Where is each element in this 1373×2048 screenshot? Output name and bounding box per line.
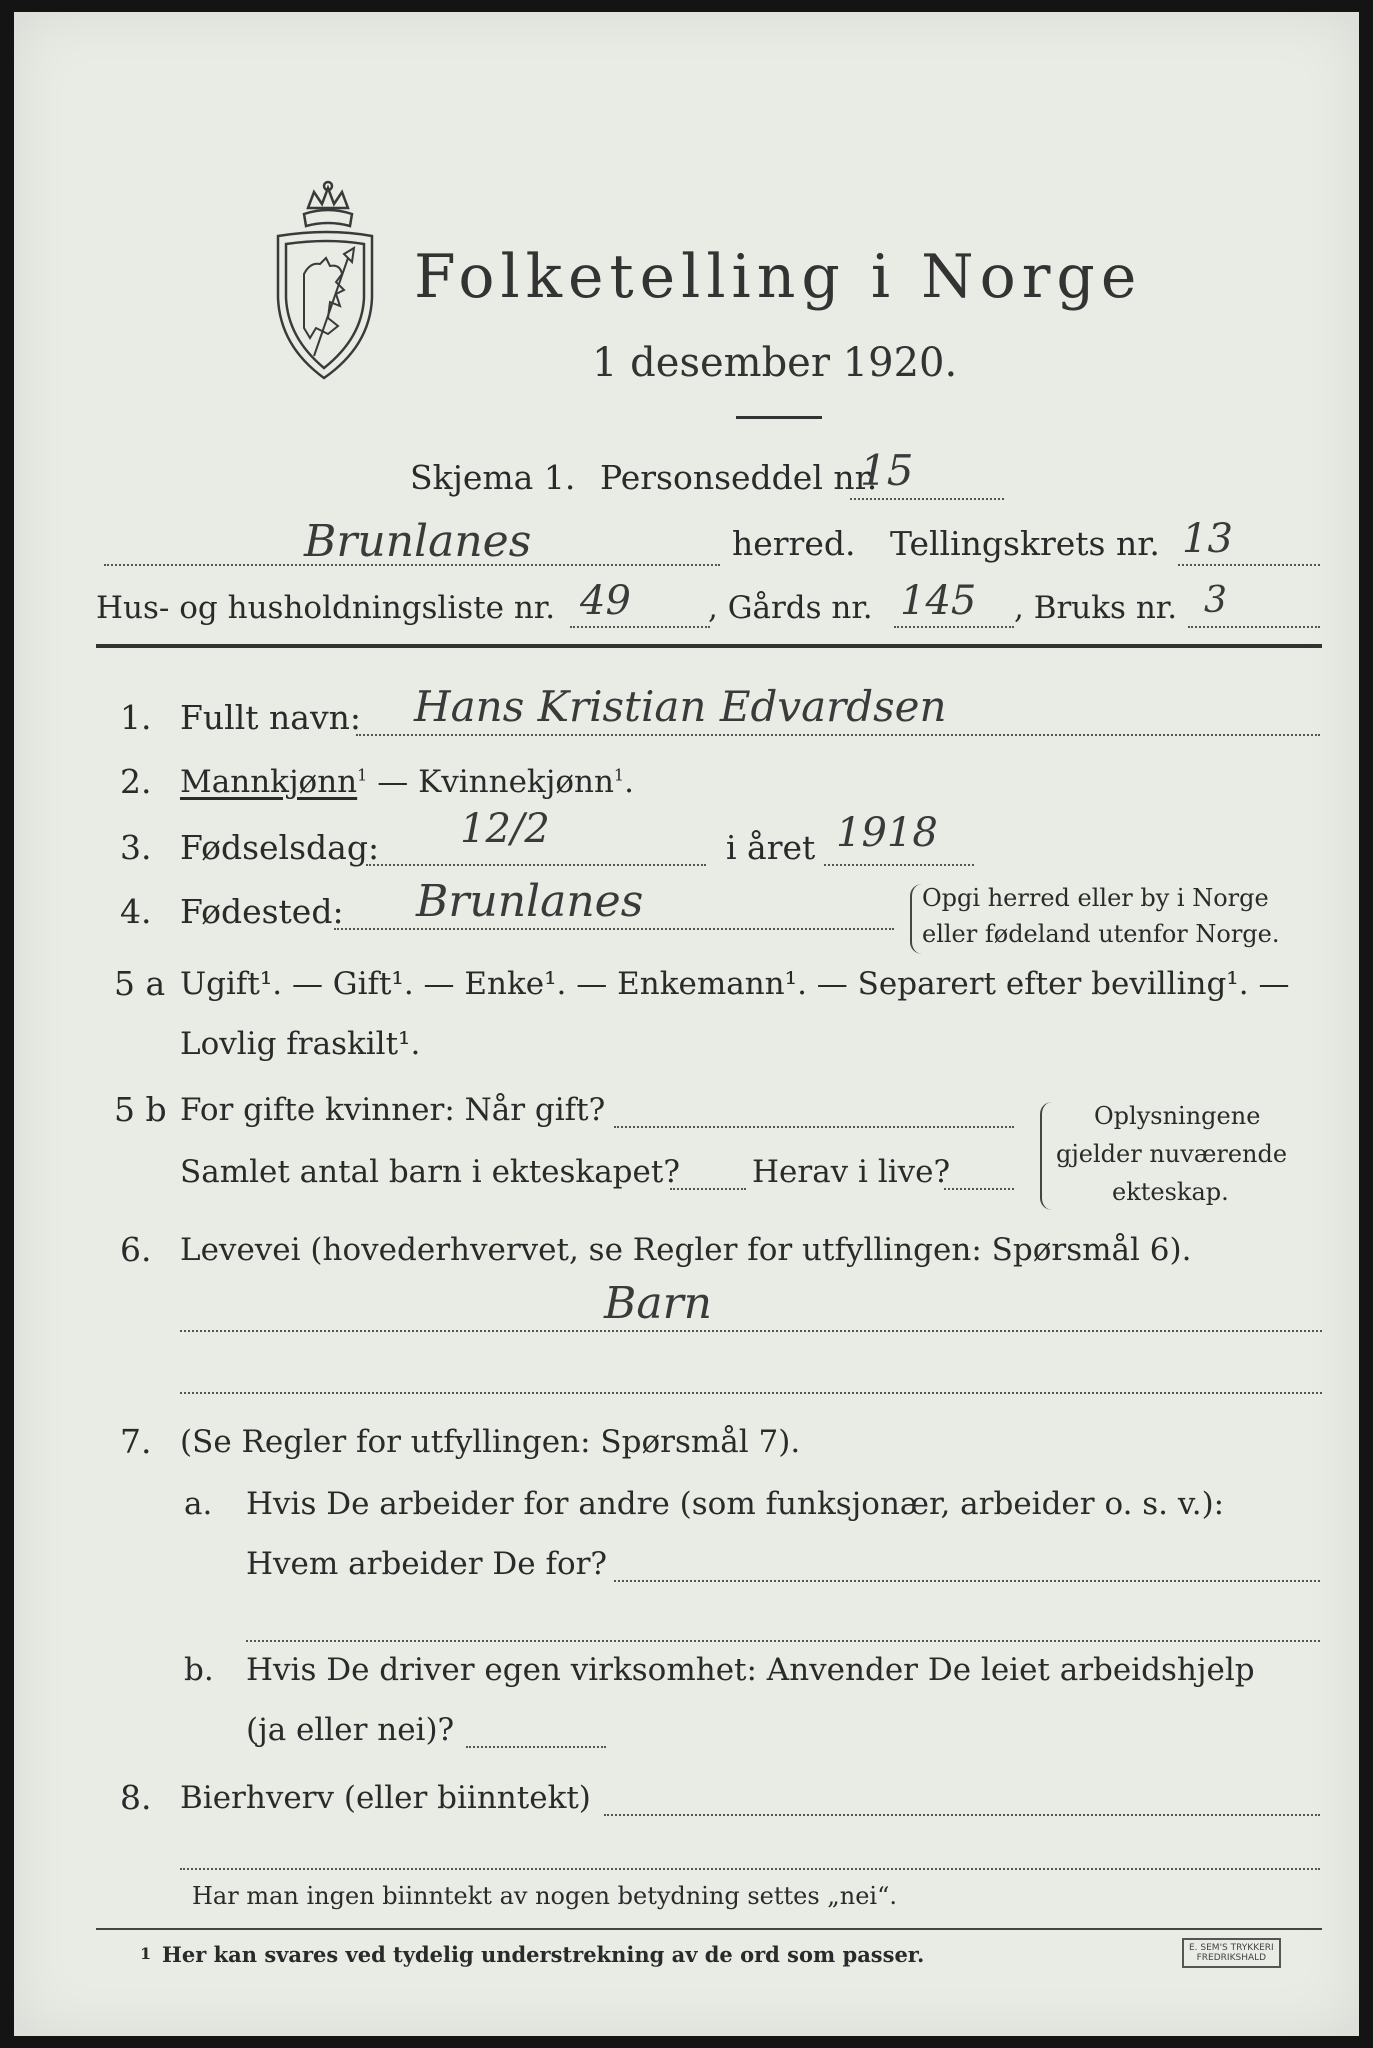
q5b-alive-line bbox=[944, 1188, 1014, 1190]
q6-line1 bbox=[180, 1330, 1322, 1332]
q7b-answer-line[interactable] bbox=[466, 1746, 606, 1748]
q1-number: 1. bbox=[120, 698, 152, 737]
q4-brace bbox=[910, 884, 922, 954]
tellingskrets-line bbox=[1178, 564, 1320, 566]
birth-year-value[interactable]: 1918 bbox=[836, 810, 938, 856]
norway-coat-of-arms-icon bbox=[264, 178, 384, 390]
q8-answer-line2[interactable] bbox=[180, 1868, 1320, 1870]
q2-number: 2. bbox=[120, 762, 152, 801]
q5b-married-line bbox=[614, 1126, 1014, 1128]
bruks-label: , Bruks nr. bbox=[1014, 590, 1178, 626]
q5b-alive-label: Herav i live? bbox=[752, 1154, 951, 1190]
q5b-children-label: Samlet antal barn i ekteskapet? bbox=[180, 1154, 680, 1190]
q5a-number: 5 a bbox=[114, 964, 166, 1003]
husliste-line bbox=[570, 626, 710, 628]
footnote-rule bbox=[96, 1928, 1322, 1930]
footnote-text: Her kan svares ved tydelig understrekning av de ord som passer. bbox=[162, 1942, 925, 1967]
q3-number: 3. bbox=[120, 828, 152, 867]
q3-line bbox=[366, 864, 706, 866]
census-date: 1 desember 1920. bbox=[592, 340, 958, 386]
q7b-line1: Hvis De driver egen virksomhet: Anvender De leiet arbeidshjelp bbox=[246, 1652, 1255, 1688]
personseddel-label: Personseddel nr. bbox=[600, 458, 878, 497]
q7a-answer-line1[interactable] bbox=[614, 1580, 1320, 1582]
q5b-note-line3: ekteskap. bbox=[1112, 1178, 1229, 1206]
q7b-line2: (ja eller nei)? bbox=[246, 1712, 455, 1748]
q5b-note-line1: Oplysningene bbox=[1094, 1102, 1261, 1130]
husliste-value[interactable]: 49 bbox=[580, 578, 631, 624]
herred-label: herred. bbox=[732, 524, 856, 563]
form-title: Folketelling i Norge bbox=[414, 242, 1143, 312]
tellingskrets-label: Tellingskrets nr. bbox=[890, 524, 1160, 563]
birthplace-value[interactable]: Brunlanes bbox=[416, 876, 644, 927]
q7b-letter: b. bbox=[184, 1652, 214, 1688]
husliste-label: Hus- og husholdningsliste nr. bbox=[96, 590, 556, 626]
gards-line bbox=[894, 626, 1014, 628]
personseddel-value[interactable]: 15 bbox=[860, 446, 914, 495]
q6-number: 6. bbox=[120, 1230, 152, 1269]
q6-line2 bbox=[180, 1392, 1322, 1394]
sex-end: . bbox=[624, 764, 634, 800]
herred-value[interactable]: Brunlanes bbox=[304, 516, 532, 567]
sex-separator: — bbox=[367, 764, 419, 800]
q8-number: 8. bbox=[120, 1778, 152, 1817]
q6-label: Levevei (hovederhvervet, se Regler for utfyllingen: Spørsmål 6). bbox=[180, 1232, 1192, 1268]
q7-label: (Se Regler for utfyllingen: Spørsmål 7). bbox=[180, 1424, 801, 1460]
q5b-number: 5 b bbox=[114, 1090, 167, 1129]
q1-label: Fullt navn: bbox=[180, 698, 361, 737]
occupation-value[interactable]: Barn bbox=[604, 1278, 712, 1329]
gards-label: , Gårds nr. bbox=[708, 590, 873, 626]
schema-label: Skjema 1. bbox=[410, 458, 576, 497]
full-name-value[interactable]: Hans Kristian Edvardsen bbox=[414, 682, 947, 731]
q3-year-line bbox=[824, 864, 974, 866]
header-rule bbox=[96, 644, 1322, 648]
q8-answer-line1[interactable] bbox=[604, 1814, 1320, 1816]
footnote-mark: 1 bbox=[140, 1944, 152, 1963]
q4-note-line2: eller fødeland utenfor Norge. bbox=[922, 920, 1280, 948]
personseddel-line bbox=[850, 498, 1004, 500]
sex-male-option[interactable]: Mannkjønn bbox=[180, 764, 358, 800]
q4-line bbox=[334, 928, 894, 930]
q8-label: Bierhverv (eller biinntekt) bbox=[180, 1780, 591, 1816]
q8-note: Har man ingen biinntekt av nogen betydning settes „nei“. bbox=[192, 1882, 897, 1910]
title-divider bbox=[736, 416, 822, 419]
marital-status-divorced[interactable]: Lovlig fraskilt¹. bbox=[180, 1026, 421, 1062]
birth-date-value[interactable]: 12/2 bbox=[460, 806, 550, 852]
bruks-value[interactable]: 3 bbox=[1204, 580, 1227, 621]
printer-stamp-line1: E. SEM'S TRYKKERI bbox=[1189, 1943, 1274, 1953]
sex-female-option[interactable]: Kvinnekjønn bbox=[418, 764, 614, 800]
q7a-line2: Hvem arbeider De for? bbox=[246, 1546, 608, 1582]
q3-year-label: i året bbox=[726, 828, 816, 867]
census-form bbox=[14, 12, 1359, 2036]
q7a-line1: Hvis De arbeider for andre (som funksjonær, arbeider o. s. v.): bbox=[246, 1486, 1225, 1522]
q5b-children-line bbox=[670, 1188, 746, 1190]
sex-options: Mannkjønn$^1$ — Kvinnekjønn$^1$. bbox=[180, 764, 634, 800]
q7-number: 7. bbox=[120, 1422, 152, 1461]
q4-label: Fødested: bbox=[180, 892, 344, 931]
q7a-letter: a. bbox=[184, 1486, 213, 1522]
q7a-answer-line2[interactable] bbox=[246, 1640, 1320, 1642]
bruks-line bbox=[1188, 626, 1320, 628]
tellingskrets-value[interactable]: 13 bbox=[1182, 516, 1233, 562]
marital-status-options[interactable]: Ugift¹. — Gift¹. — Enke¹. — Enkemann¹. — Separert efter bevilling¹. — bbox=[180, 966, 1290, 1002]
q5b-brace bbox=[1040, 1102, 1054, 1210]
gards-value[interactable]: 145 bbox=[900, 578, 977, 624]
q5b-married-label: For gifte kvinner: Når gift? bbox=[180, 1092, 606, 1128]
q1-line bbox=[356, 734, 1320, 736]
q4-number: 4. bbox=[120, 892, 152, 931]
q4-note-line1: Opgi herred eller by i Norge bbox=[922, 884, 1269, 912]
q3-label: Fødselsdag: bbox=[180, 828, 380, 867]
printer-stamp bbox=[1182, 1938, 1281, 1968]
q5b-note-line2: gjelder nuværende bbox=[1056, 1140, 1288, 1168]
printer-stamp-line2: FREDRIKSHALD bbox=[1196, 1953, 1267, 1963]
